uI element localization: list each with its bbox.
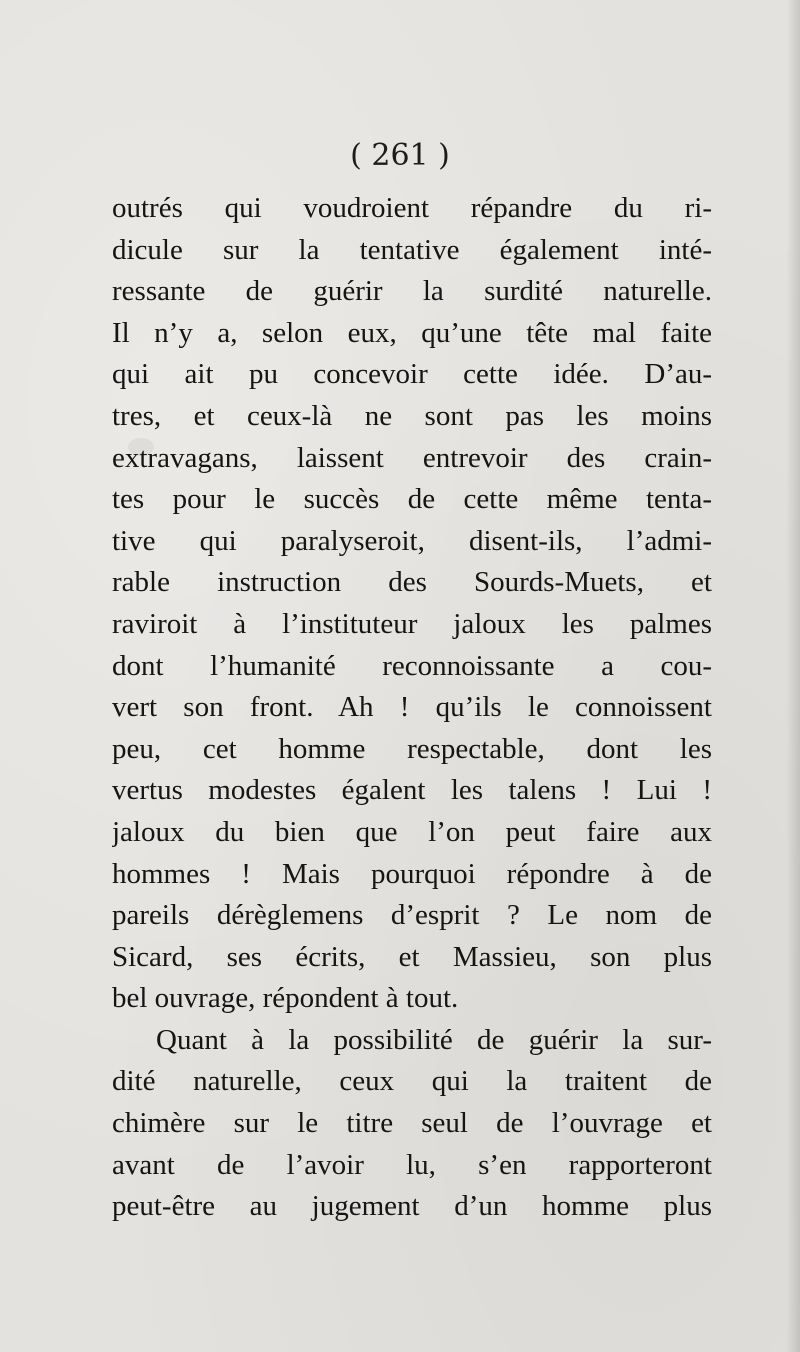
text-line: dité naturelle, ceux qui la traitent de xyxy=(112,1065,712,1098)
text-line: tes pour le succès de cette même tenta- xyxy=(112,483,712,516)
text-line: dont l’humanité reconnoissante a cou- xyxy=(112,649,712,682)
page-number: ( 261 ) xyxy=(350,138,450,173)
text-line: hommes ! Mais pourquoi répondre à de xyxy=(112,857,712,890)
text-line: qui ait pu concevoir cette idée. D’au- xyxy=(112,358,712,391)
page-edge-shadow xyxy=(786,0,800,1352)
text-line: raviroit à l’instituteur jaloux les palmes xyxy=(112,607,712,640)
text-line: avant de l’avoir lu, s’en rapporteront xyxy=(112,1148,712,1181)
text-line: rable instruction des Sourds-Muets, et xyxy=(112,566,712,599)
text-line: dicule sur la tentative également inté- xyxy=(112,233,712,266)
text-line: bel ouvrage, répondent à tout. xyxy=(112,982,459,1015)
text-line: Quant à la possibilité de guérir la sur- xyxy=(156,1023,712,1056)
text-line: outrés qui voudroient répandre du ri- xyxy=(112,192,712,224)
text-line: vert son front. Ah ! qu’ils le connoissent xyxy=(112,691,712,724)
body-text xyxy=(112,188,712,1228)
text-line: jaloux du bien que l’on peut faire aux xyxy=(112,815,712,848)
text-line: peut-être au jugement d’un homme plus xyxy=(112,1190,712,1223)
text-line: ressante de guérir la surdité naturelle. xyxy=(112,275,712,308)
paragraph-2 xyxy=(112,1020,712,1228)
text-line: vertus modestes égalent les talens ! Lui ! xyxy=(112,774,712,807)
text-line: chimère sur le titre seul de l’ouvrage et xyxy=(112,1107,712,1140)
text-line: Il n’y a, selon eux, qu’une tête mal faite xyxy=(112,316,712,349)
text-line: pareils dérèglemens d’esprit ? Le nom de xyxy=(112,899,712,932)
paragraph-1 xyxy=(112,188,712,1020)
text-line: peu, cet homme respectable, dont les xyxy=(112,732,712,765)
text-line: extravagans, laissent entrevoir des crain- xyxy=(112,441,712,474)
text-line: Sicard, ses écrits, et Massieu, son plus xyxy=(112,940,712,973)
text-line: tive qui paralyseroit, disent-ils, l’admi- xyxy=(112,524,712,557)
text-line: tres, et ceux-là ne sont pas les moins xyxy=(112,399,712,432)
